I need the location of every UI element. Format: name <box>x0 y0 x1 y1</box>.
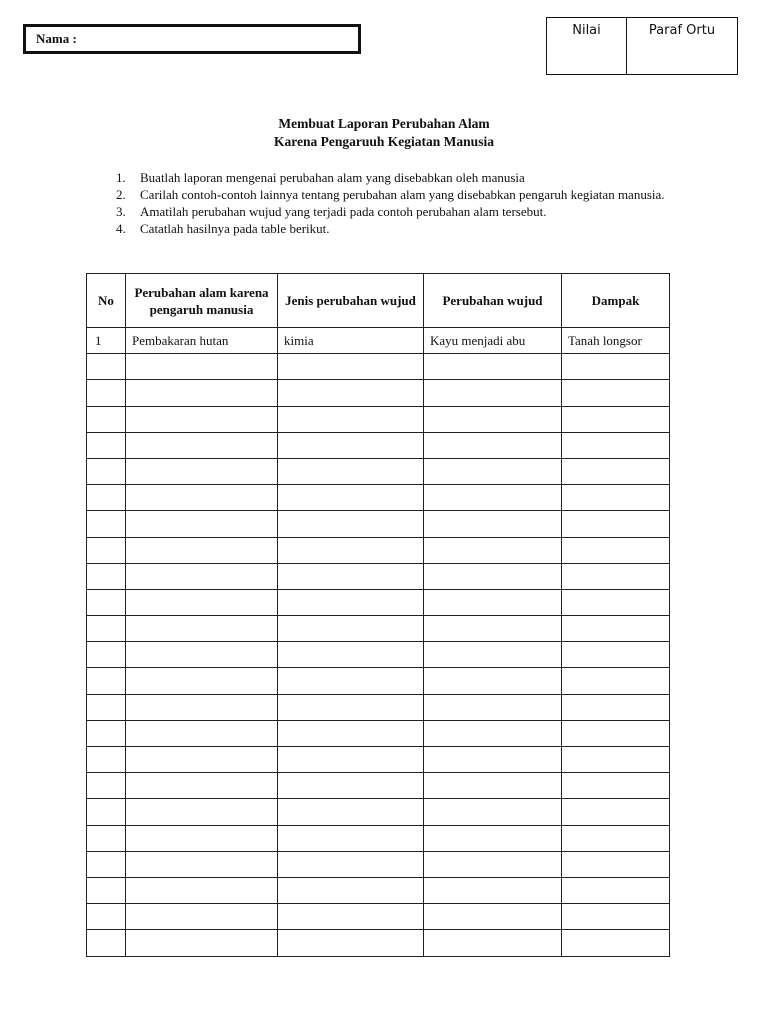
cell-perubahan-alam[interactable] <box>126 694 278 720</box>
cell-perubahan-wujud[interactable] <box>424 851 562 877</box>
cell-jenis-perubahan[interactable] <box>278 747 424 773</box>
cell-perubahan-alam[interactable] <box>126 720 278 746</box>
instruction-text: Carilah contoh-contoh lainnya tentang perubahan alam yang disebabkan pengaruh kegiatan manusia. <box>140 187 665 202</box>
cell-jenis-perubahan[interactable] <box>278 930 424 956</box>
table-row <box>87 642 670 668</box>
cell-jenis-perubahan[interactable] <box>278 354 424 380</box>
cell-perubahan-alam[interactable]: Pembakaran hutan <box>126 328 278 354</box>
cell-jenis-perubahan[interactable] <box>278 406 424 432</box>
cell-perubahan-alam[interactable] <box>126 773 278 799</box>
cell-perubahan-alam[interactable] <box>126 432 278 458</box>
cell-perubahan-alam[interactable] <box>126 877 278 903</box>
cell-no[interactable] <box>87 668 126 694</box>
instruction-item <box>116 203 676 220</box>
cell-no[interactable] <box>87 747 126 773</box>
cell-perubahan-alam[interactable] <box>126 589 278 615</box>
cell-perubahan-wujud[interactable] <box>424 694 562 720</box>
cell-no[interactable] <box>87 825 126 851</box>
cell-dampak[interactable] <box>562 485 670 511</box>
cell-dampak[interactable] <box>562 851 670 877</box>
table-row <box>87 458 670 484</box>
cell-jenis-perubahan[interactable] <box>278 458 424 484</box>
cell-dampak[interactable] <box>562 354 670 380</box>
table-row <box>87 694 670 720</box>
cell-no[interactable] <box>87 485 126 511</box>
cell-perubahan-alam[interactable] <box>126 825 278 851</box>
instruction-number: 1. <box>116 170 126 185</box>
cell-perubahan-wujud[interactable] <box>424 563 562 589</box>
cell-perubahan-wujud[interactable] <box>424 485 562 511</box>
cell-perubahan-wujud[interactable] <box>424 668 562 694</box>
instruction-number: 4. <box>116 221 126 236</box>
cell-perubahan-wujud[interactable] <box>424 877 562 903</box>
cell-perubahan-wujud[interactable] <box>424 354 562 380</box>
cell-dampak[interactable] <box>562 720 670 746</box>
table-body <box>87 328 670 957</box>
cell-jenis-perubahan[interactable] <box>278 511 424 537</box>
header-jenis-perubahan: Jenis perubahan wujud <box>278 274 424 328</box>
table-row <box>87 904 670 930</box>
cell-dampak[interactable] <box>562 904 670 930</box>
cell-jenis-perubahan[interactable] <box>278 563 424 589</box>
cell-no[interactable] <box>87 773 126 799</box>
cell-no[interactable] <box>87 432 126 458</box>
cell-jenis-perubahan[interactable] <box>278 799 424 825</box>
cell-no[interactable] <box>87 380 126 406</box>
cell-perubahan-alam[interactable] <box>126 851 278 877</box>
cell-jenis-perubahan[interactable] <box>278 825 424 851</box>
table-row <box>87 930 670 956</box>
cell-perubahan-alam[interactable] <box>126 485 278 511</box>
cell-no[interactable] <box>87 458 126 484</box>
table-header-row <box>87 274 670 328</box>
cell-jenis-perubahan[interactable] <box>278 694 424 720</box>
table-row <box>87 485 670 511</box>
cell-no[interactable] <box>87 406 126 432</box>
table-row <box>87 380 670 406</box>
table-row <box>87 851 670 877</box>
cell-perubahan-alam[interactable] <box>126 458 278 484</box>
cell-dampak[interactable] <box>562 694 670 720</box>
page-title-line-1: Membuat Laporan Perubahan Alam <box>278 116 490 131</box>
cell-perubahan-wujud[interactable] <box>424 406 562 432</box>
cell-dampak[interactable] <box>562 747 670 773</box>
cell-no[interactable] <box>87 930 126 956</box>
cell-no[interactable] <box>87 799 126 825</box>
cell-perubahan-alam[interactable] <box>126 904 278 930</box>
cell-dampak[interactable]: Tanah longsor <box>562 328 670 354</box>
cell-perubahan-wujud[interactable] <box>424 773 562 799</box>
table-row <box>87 720 670 746</box>
instruction-number: 2. <box>116 187 126 202</box>
table-row <box>87 589 670 615</box>
cell-dampak[interactable] <box>562 773 670 799</box>
cell-no[interactable] <box>87 720 126 746</box>
cell-dampak[interactable] <box>562 432 670 458</box>
cell-perubahan-wujud[interactable]: Kayu menjadi abu <box>424 328 562 354</box>
table-row <box>87 825 670 851</box>
cell-no[interactable] <box>87 642 126 668</box>
table-row <box>87 432 670 458</box>
cell-jenis-perubahan[interactable] <box>278 904 424 930</box>
cell-perubahan-wujud[interactable] <box>424 930 562 956</box>
cell-perubahan-alam[interactable] <box>126 406 278 432</box>
cell-dampak[interactable] <box>562 511 670 537</box>
cell-jenis-perubahan[interactable] <box>278 616 424 642</box>
cell-no[interactable]: 1 <box>87 328 126 354</box>
score-box <box>546 17 738 75</box>
cell-jenis-perubahan[interactable] <box>278 537 424 563</box>
paraf-ortu-cell[interactable] <box>627 18 738 75</box>
instruction-text: Catatlah hasilnya pada table berikut. <box>140 221 330 236</box>
table-row <box>87 511 670 537</box>
instruction-item <box>116 186 676 203</box>
cell-perubahan-wujud[interactable] <box>424 642 562 668</box>
cell-dampak[interactable] <box>562 380 670 406</box>
instruction-text: Amatilah perubahan wujud yang terjadi pada contoh perubahan alam tersebut. <box>140 204 547 219</box>
cell-perubahan-alam[interactable] <box>126 747 278 773</box>
cell-dampak[interactable] <box>562 825 670 851</box>
cell-perubahan-wujud[interactable] <box>424 432 562 458</box>
report-table <box>86 273 670 957</box>
cell-no[interactable] <box>87 589 126 615</box>
nilai-label: Nilai <box>572 23 601 38</box>
cell-dampak[interactable] <box>562 930 670 956</box>
cell-perubahan-wujud[interactable] <box>424 747 562 773</box>
cell-jenis-perubahan[interactable] <box>278 642 424 668</box>
cell-jenis-perubahan[interactable] <box>278 851 424 877</box>
cell-no[interactable] <box>87 877 126 903</box>
table-row <box>87 799 670 825</box>
cell-perubahan-wujud[interactable] <box>424 537 562 563</box>
cell-perubahan-alam[interactable] <box>126 563 278 589</box>
cell-jenis-perubahan[interactable] <box>278 773 424 799</box>
cell-perubahan-wujud[interactable] <box>424 616 562 642</box>
cell-no[interactable] <box>87 616 126 642</box>
cell-perubahan-wujud[interactable] <box>424 904 562 930</box>
cell-dampak[interactable] <box>562 406 670 432</box>
cell-perubahan-wujud[interactable] <box>424 825 562 851</box>
cell-perubahan-alam[interactable] <box>126 537 278 563</box>
cell-perubahan-alam[interactable] <box>126 799 278 825</box>
table-row <box>87 537 670 563</box>
cell-dampak[interactable] <box>562 642 670 668</box>
cell-perubahan-alam[interactable] <box>126 930 278 956</box>
cell-dampak[interactable] <box>562 799 670 825</box>
header-dampak: Dampak <box>562 274 670 328</box>
cell-dampak[interactable] <box>562 616 670 642</box>
cell-jenis-perubahan[interactable] <box>278 380 424 406</box>
cell-jenis-perubahan[interactable] <box>278 877 424 903</box>
cell-perubahan-alam[interactable] <box>126 354 278 380</box>
cell-perubahan-alam[interactable] <box>126 668 278 694</box>
cell-dampak[interactable] <box>562 537 670 563</box>
instruction-number: 3. <box>116 204 126 219</box>
cell-perubahan-wujud[interactable] <box>424 458 562 484</box>
page-title-line-2: Karena Pengaruuh Kegiatan Manusia <box>274 134 494 149</box>
cell-dampak[interactable] <box>562 458 670 484</box>
cell-jenis-perubahan[interactable] <box>278 485 424 511</box>
header-perubahan-wujud: Perubahan wujud <box>424 274 562 328</box>
table-row <box>87 563 670 589</box>
cell-perubahan-wujud[interactable] <box>424 511 562 537</box>
table-row <box>87 668 670 694</box>
paraf-ortu-label: Paraf Ortu <box>648 23 716 38</box>
cell-dampak[interactable] <box>562 563 670 589</box>
instruction-item <box>116 169 676 186</box>
cell-no[interactable] <box>87 851 126 877</box>
cell-no[interactable] <box>87 537 126 563</box>
instruction-item <box>116 220 676 237</box>
cell-jenis-perubahan[interactable] <box>278 432 424 458</box>
table-row <box>87 328 670 354</box>
cell-jenis-perubahan[interactable] <box>278 720 424 746</box>
name-label: Nama : <box>36 31 77 46</box>
cell-perubahan-wujud[interactable] <box>424 720 562 746</box>
cell-jenis-perubahan[interactable]: kimia <box>278 328 424 354</box>
table-row <box>87 616 670 642</box>
cell-perubahan-wujud[interactable] <box>424 799 562 825</box>
cell-perubahan-wujud[interactable] <box>424 380 562 406</box>
name-field[interactable] <box>23 24 361 54</box>
cell-perubahan-wujud[interactable] <box>424 589 562 615</box>
cell-perubahan-alam[interactable] <box>126 511 278 537</box>
cell-jenis-perubahan[interactable] <box>278 668 424 694</box>
cell-dampak[interactable] <box>562 589 670 615</box>
table-row <box>87 747 670 773</box>
cell-jenis-perubahan[interactable] <box>278 589 424 615</box>
cell-perubahan-alam[interactable] <box>126 616 278 642</box>
header-perubahan-alam: Perubahan alam karena pengaruh manusia <box>126 274 278 328</box>
cell-no[interactable] <box>87 904 126 930</box>
instruction-text: Buatlah laporan mengenai perubahan alam yang disebabkan oleh manusia <box>140 170 525 185</box>
header-no: No <box>87 274 126 328</box>
table-row <box>87 406 670 432</box>
cell-dampak[interactable] <box>562 668 670 694</box>
table-row <box>87 877 670 903</box>
cell-dampak[interactable] <box>562 877 670 903</box>
cell-perubahan-alam[interactable] <box>126 380 278 406</box>
table-row <box>87 354 670 380</box>
instruction-list <box>116 169 676 237</box>
cell-no[interactable] <box>87 694 126 720</box>
cell-perubahan-alam[interactable] <box>126 642 278 668</box>
cell-no[interactable] <box>87 511 126 537</box>
nilai-cell[interactable] <box>547 18 627 75</box>
table-row <box>87 773 670 799</box>
cell-no[interactable] <box>87 563 126 589</box>
cell-no[interactable] <box>87 354 126 380</box>
